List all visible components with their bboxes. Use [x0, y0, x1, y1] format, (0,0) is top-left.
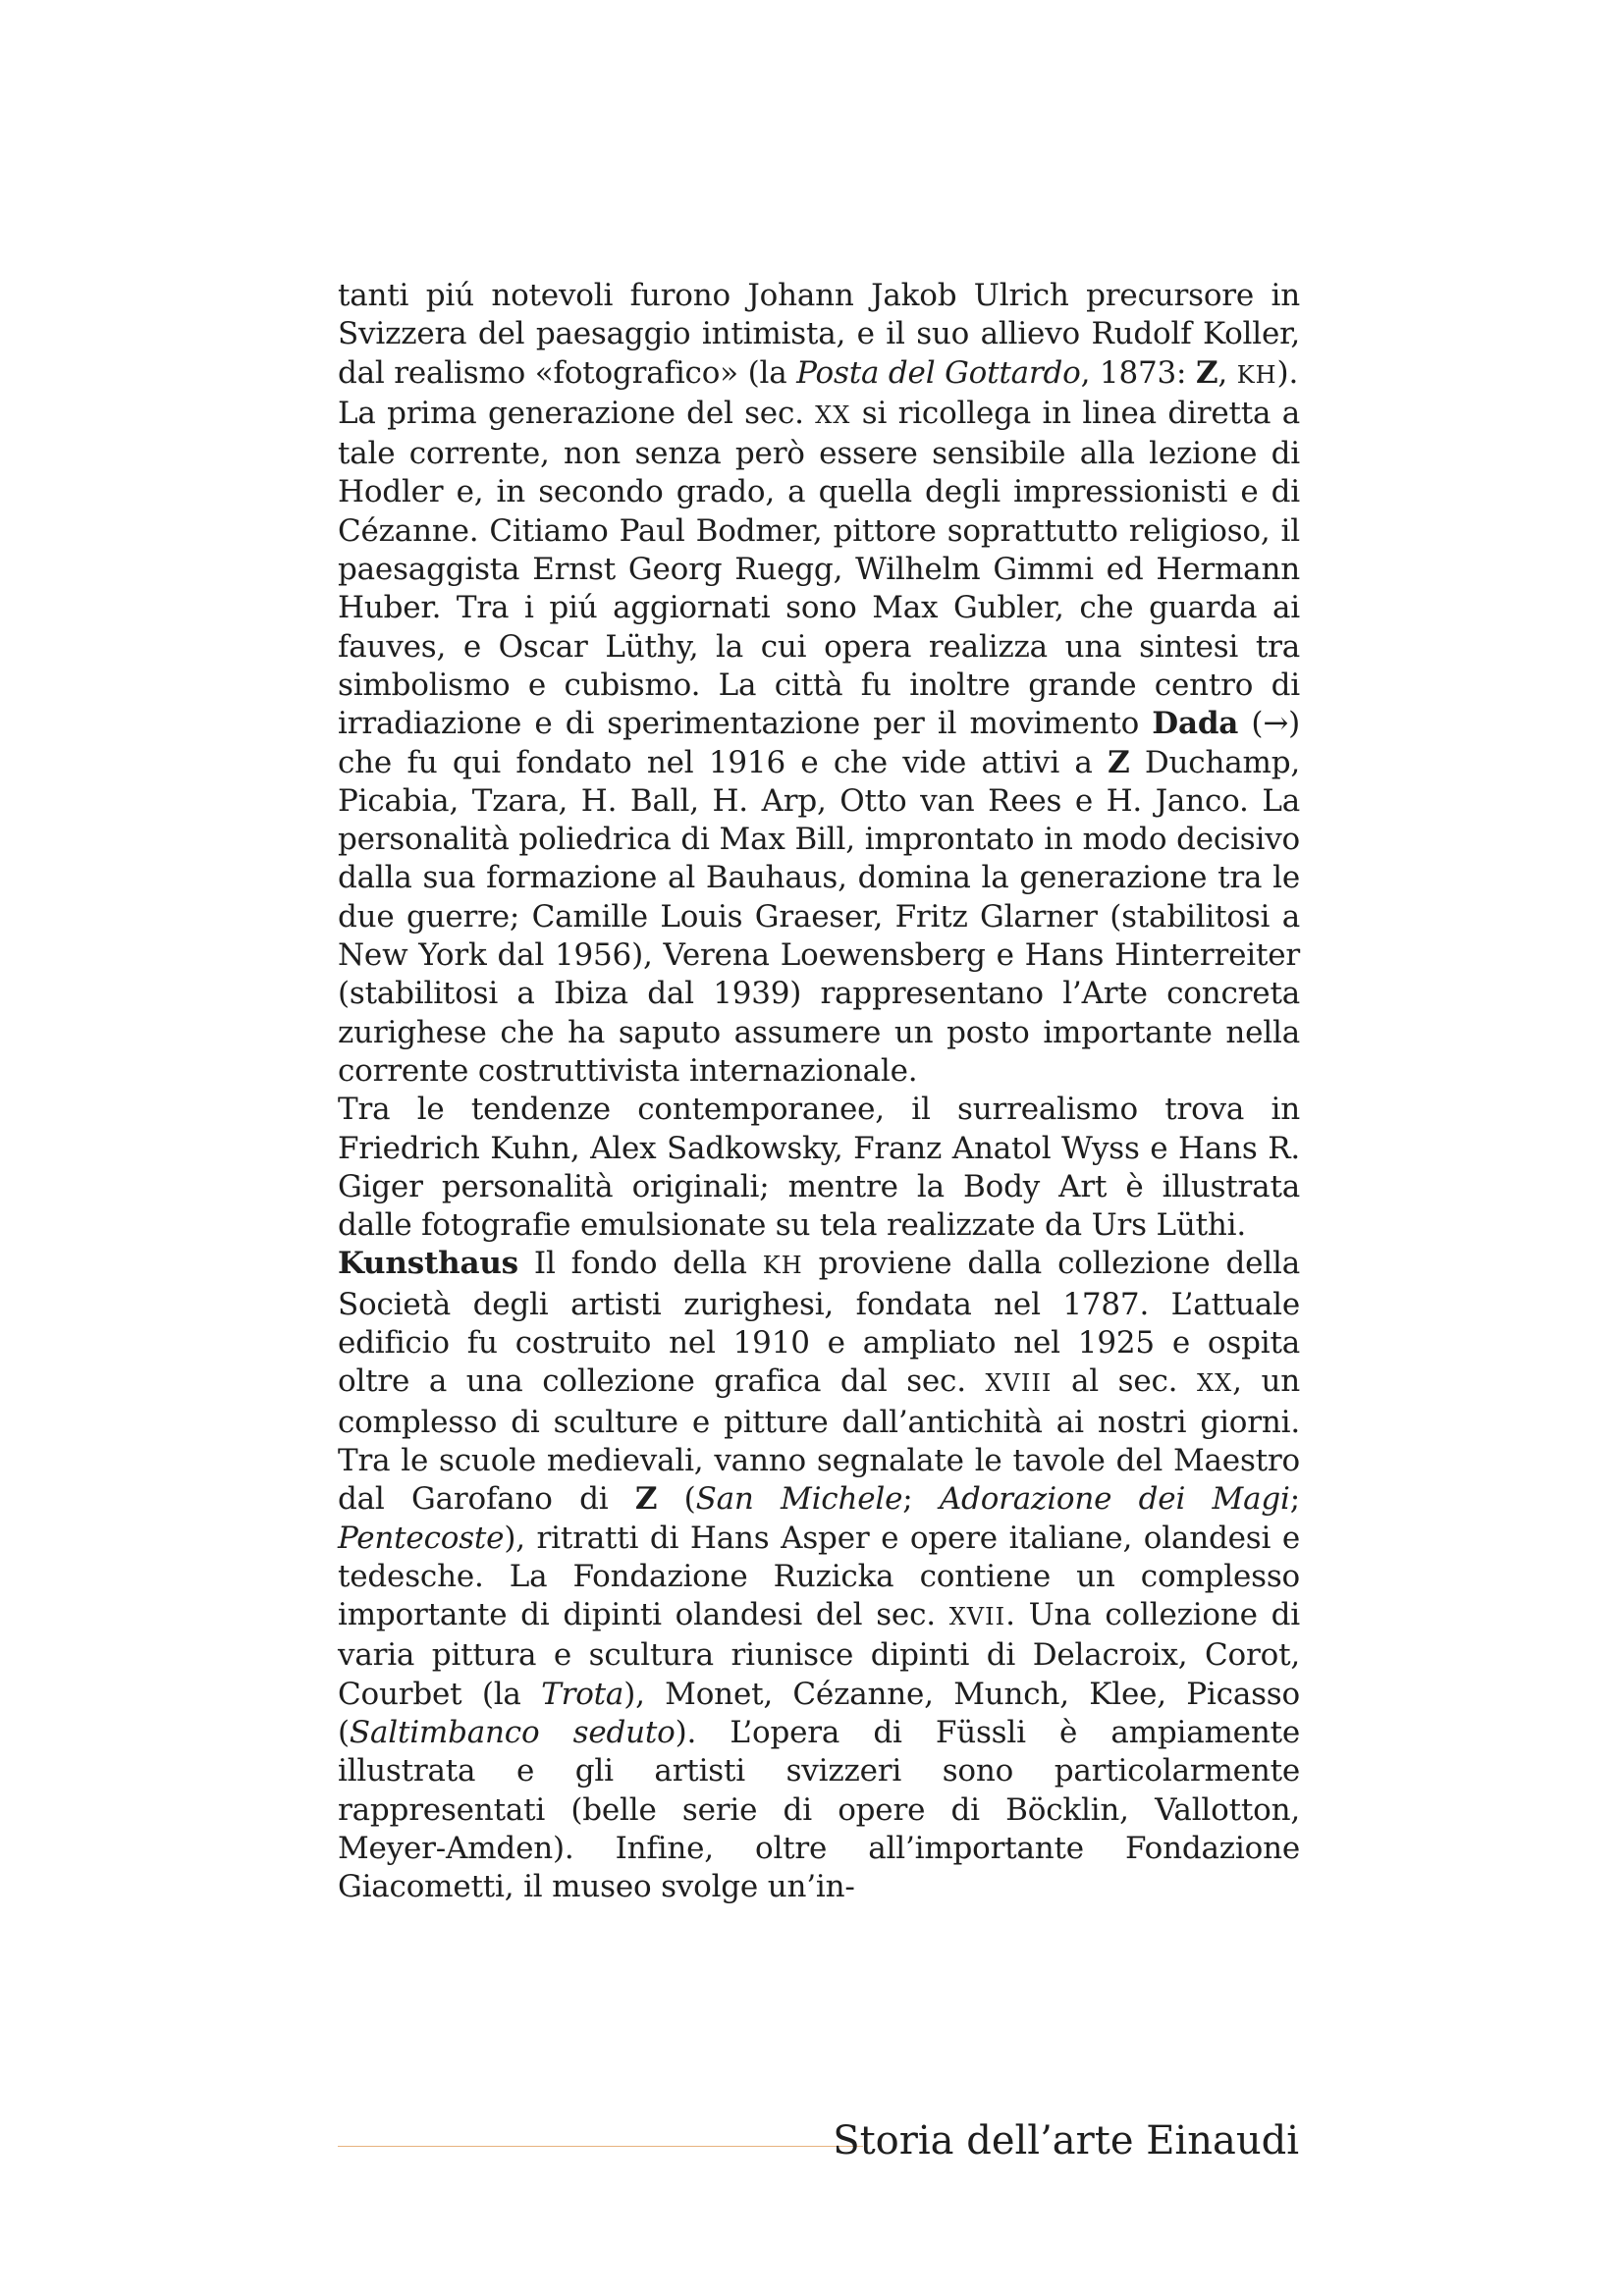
text-run: al sec. — [1052, 1363, 1197, 1400]
text-run: XX — [815, 400, 851, 429]
text-run: ( — [657, 1481, 696, 1518]
text-run: (→) che fu qui fondato nel 1916 e che vide attivi a — [338, 706, 1300, 780]
text-run: ; — [902, 1481, 940, 1518]
text-run: XVIII — [985, 1369, 1053, 1398]
text-run: Pentecoste — [338, 1520, 505, 1556]
text-run: KH — [1236, 360, 1277, 389]
footer-rule — [338, 2146, 863, 2147]
text-run: Dada — [1152, 706, 1239, 742]
text-run: Duchamp, Picabia, Tzara, H. Ball, H. Arp, Otto van Rees e H. Janco. La personalità poliedrica di Max Bill, improntato in modo decisivo dalla sua formazione al Bauhaus, domina la generazione tra le due guerre; Camille Louis Graeser, Fritz Glarner (stabilitosi a New York dal 1956), Verena Loewensberg e Hans Hinterreiter (stabilitosi a Ibiza dal 1939) rappresentano l’Arte concreta zurighese che ha saputo assumere un posto importante nella corrente costruttivista internazionale. — [338, 744, 1300, 1089]
footer-title: Storia dell’arte Einaudi — [833, 2118, 1299, 2163]
text-run: ), ritratti di Hans Asper e opere italiane, olandesi e tedesche. La Fondazione Ruzicka contiene un complesso importante di dipinti olandesi del sec. — [338, 1520, 1300, 1633]
text-run: KH — [762, 1252, 803, 1280]
text-run: , 1873: — [1080, 354, 1196, 391]
text-run: XVII — [948, 1603, 1006, 1631]
paragraph-3 — [338, 1091, 1300, 1245]
text-run: ; — [1289, 1481, 1300, 1518]
text-run: Adorazione dei Magi — [939, 1481, 1290, 1518]
text-run: ). L’opera di Füssli è ampiamente illustrata e gli artisti svizzeri sono particolarmente rappresentati (belle serie di opere di Böcklin, Vallotton, Meyer-Amden). Infine, oltre all’importante Fondazione Giacometti, il museo svolge un’in- — [338, 1714, 1300, 1905]
body-text — [338, 277, 1300, 1906]
text-run: Trota — [541, 1676, 624, 1712]
text-run: Z — [1195, 354, 1218, 391]
text-run: Kunsthaus — [338, 1246, 518, 1282]
text-run: Posta del Gottardo — [796, 354, 1081, 391]
paragraph-1 — [338, 277, 1300, 395]
paragraph-4 — [338, 1245, 1300, 1906]
text-run: Il fondo della — [517, 1246, 763, 1282]
text-run: si ricollega in linea diretta a tale corrente, non senza però essere sensibile alla lezione di Hodler e, in secondo grado, a quella degli impressionisti e di Cézanne. Citiamo Paul Bodmer, pittore soprattutto religioso, il paesaggista Ernst Georg Ruegg, Wilhelm Gimmi ed Hermann Huber. Tra i piú aggiornati sono Max Gubler, che guarda ai fauves, e Oscar Lüthy, la cui opera realizza una sintesi tra simbolismo e cubismo. La città fu inoltre grande centro di irradiazione e di sperimentazione per il movimento — [338, 395, 1300, 742]
paragraph-2 — [338, 395, 1300, 1091]
text-run: tanti piú notevoli furono Johann Jakob Ulrich precursore in Svizzera del paesaggio intimista, e il suo allievo Rudolf Koller, dal realismo «fotografico» (la — [338, 278, 1300, 391]
text-run: ), Monet, Cézanne, Munch, Klee, Picasso ( — [338, 1676, 1300, 1750]
text-run: Saltimbanco seduto — [349, 1714, 676, 1750]
text-run: Tra le tendenze contemporanee, il surrealismo trova in Friedrich Kuhn, Alex Sadkowsky, Franz Anatol Wyss e Hans R. Giger personalità originali; mentre la Body Art è illustrata dalle fotografie emulsionate su tela realizzate da Urs Lüthi. — [338, 1092, 1300, 1244]
text-run: , un complesso di sculture e pitture dall’antichità ai nostri giorni. Tra le scuole medievali, vanno segnalate le tavole del Maestro dal Garofano di — [338, 1363, 1300, 1518]
text-run: proviene dalla collezione della Società degli artisti zurighesi, fondata nel 1787. L’attuale edificio fu costruito nel 1910 e ampliato nel 1925 e ospita oltre a una collezione grafica dal sec. — [338, 1246, 1300, 1400]
text-run: . Una collezione di varia pittura e scultura riunisce dipinti di Delacroix, Corot, Courbet (la — [338, 1597, 1300, 1712]
text-run: XX — [1196, 1369, 1233, 1398]
text-run: ). — [1276, 354, 1299, 391]
text-run: San Michele — [695, 1481, 903, 1518]
text-run: , — [1217, 354, 1237, 391]
text-run: Z — [634, 1481, 658, 1518]
text-run: La prima generazione del sec. — [338, 395, 816, 431]
text-run: Z — [1108, 744, 1130, 780]
